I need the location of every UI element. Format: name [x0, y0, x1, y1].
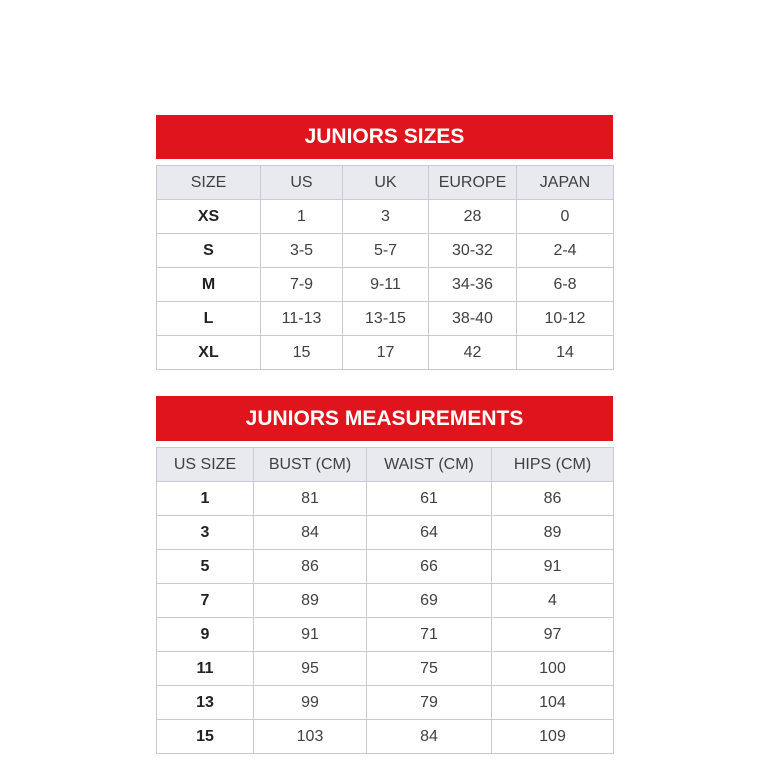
bust-cell: 89 [254, 584, 367, 618]
table-row [157, 268, 614, 302]
europe-cell: 38-40 [429, 302, 517, 336]
us-cell: 7-9 [261, 268, 343, 302]
uk-cell: 9-11 [343, 268, 429, 302]
waist-cell: 84 [367, 720, 492, 754]
sizes-header-japan: JAPAN [517, 166, 614, 200]
sizes-header-uk: UK [343, 166, 429, 200]
table-row [157, 720, 614, 754]
measurements-table [156, 447, 614, 754]
table-row [157, 550, 614, 584]
japan-cell: 10-12 [517, 302, 614, 336]
japan-cell: 0 [517, 200, 614, 234]
bust-cell: 103 [254, 720, 367, 754]
juniors-measurements-chart [156, 396, 613, 754]
bust-cell: 95 [254, 652, 367, 686]
hips-cell: 104 [492, 686, 614, 720]
sizes-table [156, 165, 614, 370]
us-size-label: 1 [157, 482, 254, 516]
uk-cell: 17 [343, 336, 429, 370]
table-row [157, 686, 614, 720]
us-cell: 3-5 [261, 234, 343, 268]
sizes-header-row [157, 166, 614, 200]
sizes-title-banner: JUNIORS SIZES [156, 115, 613, 159]
waist-cell: 61 [367, 482, 492, 516]
measurements-title-banner: JUNIORS MEASUREMENTS [156, 396, 613, 441]
uk-cell: 13-15 [343, 302, 429, 336]
size-label: XL [157, 336, 261, 370]
us-size-label: 15 [157, 720, 254, 754]
hips-cell: 97 [492, 618, 614, 652]
us-cell: 15 [261, 336, 343, 370]
table-row [157, 516, 614, 550]
measurements-header-bust: BUST (CM) [254, 448, 367, 482]
table-row [157, 482, 614, 516]
us-cell: 11-13 [261, 302, 343, 336]
sizes-header-us: US [261, 166, 343, 200]
waist-cell: 75 [367, 652, 492, 686]
waist-cell: 71 [367, 618, 492, 652]
bust-cell: 84 [254, 516, 367, 550]
hips-cell: 109 [492, 720, 614, 754]
japan-cell: 2-4 [517, 234, 614, 268]
hips-cell: 86 [492, 482, 614, 516]
measurements-header-hips: HIPS (CM) [492, 448, 614, 482]
hips-cell: 89 [492, 516, 614, 550]
table-row [157, 234, 614, 268]
sizes-header-europe: EUROPE [429, 166, 517, 200]
hips-cell: 100 [492, 652, 614, 686]
us-cell: 1 [261, 200, 343, 234]
bust-cell: 99 [254, 686, 367, 720]
waist-cell: 79 [367, 686, 492, 720]
table-row [157, 652, 614, 686]
bust-cell: 86 [254, 550, 367, 584]
hips-cell: 91 [492, 550, 614, 584]
us-size-label: 7 [157, 584, 254, 618]
europe-cell: 42 [429, 336, 517, 370]
waist-cell: 64 [367, 516, 492, 550]
measurements-header-row [157, 448, 614, 482]
waist-cell: 69 [367, 584, 492, 618]
size-label: L [157, 302, 261, 336]
size-label: XS [157, 200, 261, 234]
table-row [157, 584, 614, 618]
table-row [157, 336, 614, 370]
bust-cell: 91 [254, 618, 367, 652]
bust-cell: 81 [254, 482, 367, 516]
juniors-sizes-chart [156, 115, 613, 370]
japan-cell: 6-8 [517, 268, 614, 302]
us-size-label: 9 [157, 618, 254, 652]
table-row [157, 302, 614, 336]
us-size-label: 11 [157, 652, 254, 686]
europe-cell: 28 [429, 200, 517, 234]
japan-cell: 14 [517, 336, 614, 370]
sizes-header-size: SIZE [157, 166, 261, 200]
table-row [157, 200, 614, 234]
us-size-label: 3 [157, 516, 254, 550]
table-row [157, 618, 614, 652]
uk-cell: 3 [343, 200, 429, 234]
uk-cell: 5-7 [343, 234, 429, 268]
size-label: S [157, 234, 261, 268]
measurements-header-waist: WAIST (CM) [367, 448, 492, 482]
us-size-label: 13 [157, 686, 254, 720]
us-size-label: 5 [157, 550, 254, 584]
hips-cell: 4 [492, 584, 614, 618]
measurements-header-us-size: US SIZE [157, 448, 254, 482]
europe-cell: 34-36 [429, 268, 517, 302]
waist-cell: 66 [367, 550, 492, 584]
size-label: M [157, 268, 261, 302]
europe-cell: 30-32 [429, 234, 517, 268]
